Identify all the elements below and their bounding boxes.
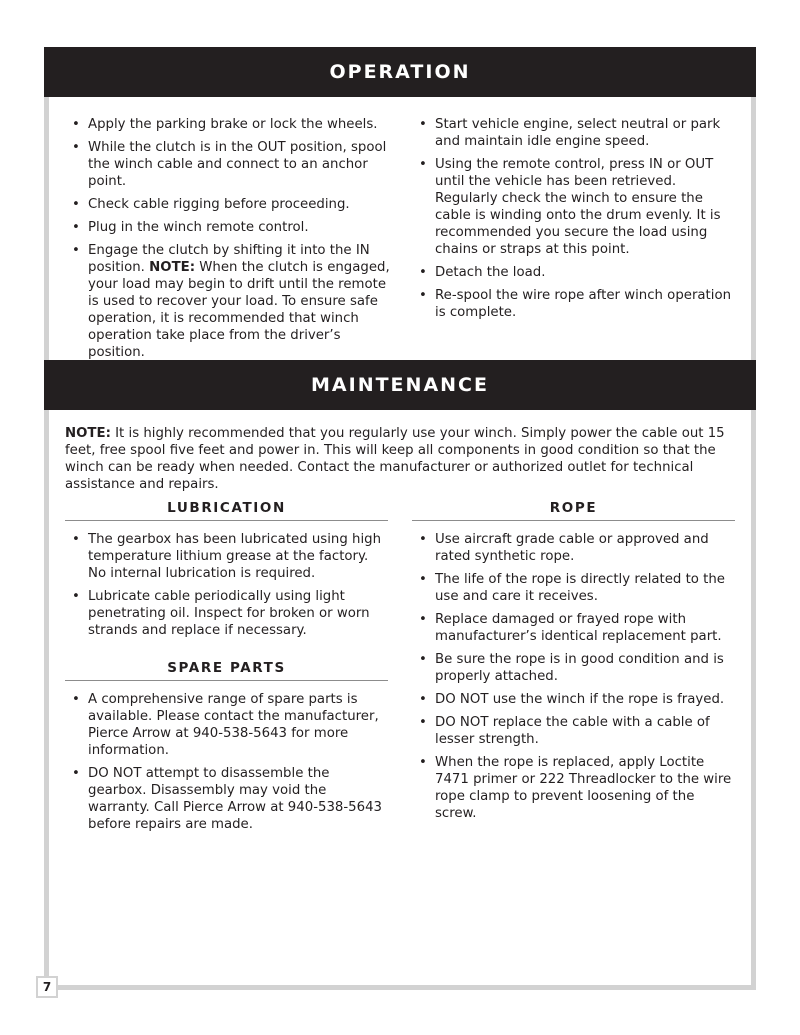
item-text: DO NOT attempt to disassemble the gearbox. Disassembly may void the warranty. Call Pierce Arrow at 940-538-5643 before repairs are made. [88,766,383,832]
item-text: Plug in the winch remote control. [88,220,309,235]
item-text: Re-spool the wire rope after winch operation is complete. [435,288,732,320]
bullet: • [419,265,427,280]
list-item [65,219,395,236]
bullet: • [419,117,427,132]
item-text: Be sure the rope is in good condition and is properly attached. [435,652,724,684]
bullet: • [72,532,80,547]
bullet: • [419,157,427,172]
list-item [412,264,742,281]
bullet: • [419,572,427,587]
list-item [412,651,735,685]
item-text: The gearbox has been lubricated using high temperature lithium grease at the factory. No internal lubrication is required. [88,532,382,581]
bullet: • [419,532,427,547]
bullet: • [419,652,427,667]
operation-left-list [65,116,395,367]
lubrication-list [65,531,388,645]
bullet: • [72,220,80,235]
item-text: Start vehicle engine, select neutral or park and maintain idle engine speed. [435,117,721,149]
list-item [65,116,395,133]
item-text: The life of the rope is directly related to the use and care it receives. [435,572,725,604]
item-text: Lubricate cable periodically using light penetrating oil. Inspect for broken or worn strands and replace if necessary. [88,589,370,638]
list-item [412,287,742,321]
list-item [412,691,735,708]
note-text: It is highly recommended that you regularly use your winch. Simply power the cable out 15 feet, free spool five feet and power in. This will keep all components in good condition so that the winch can be ready when needed. Contact the manufacturer or authorized outlet for technical assistance and repairs. [65,426,725,492]
item-text: Engage the clutch by shifting it into the IN position. [88,243,370,275]
list-item [65,691,388,759]
list-item [412,156,742,258]
list-item [65,531,388,582]
list-item [412,714,735,748]
note-label: NOTE: [65,426,111,441]
list-item [412,531,735,565]
note-label: NOTE: [149,260,196,275]
operation-header [44,47,756,97]
bullet: • [72,197,80,212]
list-item [65,242,395,361]
item-text: When the rope is replaced, apply Loctite 7471 primer or 222 Threadlocker to the wire rope clamp to prevent loosening of the screw. [435,755,732,821]
list-item [412,116,742,150]
bullet: • [419,612,427,627]
item-text: DO NOT use the winch if the rope is frayed. [435,692,725,707]
bullet: • [72,140,80,155]
page-number: 7 [36,976,58,998]
list-item [412,571,735,605]
list-item [65,588,388,639]
bullet: • [419,692,427,707]
list-item [412,611,735,645]
bullet: • [419,715,427,730]
item-text: While the clutch is in the OUT position, spool the winch cable and connect to an anchor point. [88,140,387,189]
bullet: • [419,288,427,303]
bullet: • [72,692,80,707]
item-text: Check cable rigging before proceeding. [88,197,350,212]
item-text: Replace damaged or frayed rope with manufacturer’s identical replacement part. [435,612,722,644]
rope-heading: ROPE [412,500,735,521]
note-text: When the clutch is engaged, your load may begin to drift until the remote is used to recover your load. To ensure safe operation, it is recommended that winch operation take place from the driver’s position. [88,260,390,360]
maintenance-title: MAINTENANCE [311,374,489,396]
item-text: Using the remote control, press IN or OUT until the vehicle has been retrieved. Regularly check the winch to ensure the cable is winding onto the drum evenly. It is recommended you secure the load using chains or straps at this point. [435,157,721,257]
item-text: A comprehensive range of spare parts is available. Please contact the manufacturer, Pierce Arrow at 940-538-5643 for more information. [88,692,379,758]
item-text: Detach the load. [435,265,546,280]
list-item [412,754,735,822]
list-item [65,765,388,833]
bullet: • [72,243,80,258]
item-text: Apply the parking brake or lock the wheels. [88,117,378,132]
bullet: • [72,589,80,604]
bullet: • [72,766,80,781]
rope-list [412,531,735,828]
spare-parts-list [65,691,388,839]
maintenance-note [65,425,737,493]
operation-title: OPERATION [329,61,471,83]
bullet: • [72,117,80,132]
list-item [65,139,395,190]
bullet: • [419,755,427,770]
item-text: Use aircraft grade cable or approved and rated synthetic rope. [435,532,709,564]
lubrication-heading: LUBRICATION [65,500,388,521]
item-text: DO NOT replace the cable with a cable of lesser strength. [435,715,710,747]
list-item [65,196,395,213]
maintenance-header [44,360,756,410]
spare-parts-heading: SPARE PARTS [65,660,388,681]
operation-right-list [412,116,742,327]
